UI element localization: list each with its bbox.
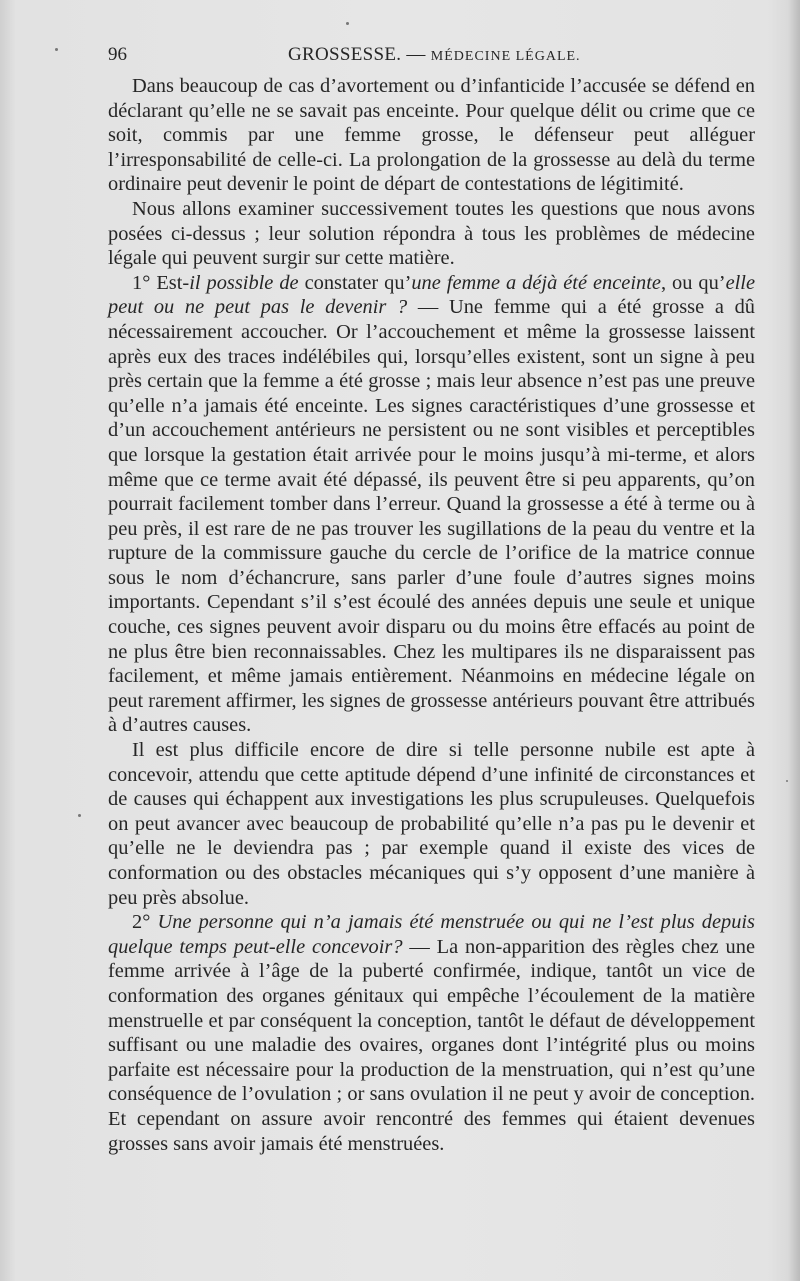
- print-speck: [346, 22, 349, 25]
- print-speck: [786, 780, 788, 782]
- print-speck: [78, 814, 81, 817]
- question-2: Une personne qui n’a jamais été menstruée ou qui ne l’est plus depuis quelque temps peut-elle concevoir?: [108, 911, 755, 958]
- question-1-part-d: qu’: [384, 271, 412, 294]
- print-speck: [55, 48, 58, 51]
- question-number-2: 2°: [132, 911, 151, 934]
- body-text: [108, 74, 755, 1156]
- running-title: [288, 44, 581, 66]
- page-spine-shadow: [788, 0, 800, 1281]
- question-1-part-f: , ou: [660, 271, 699, 294]
- question-number-1: 1°: [132, 271, 151, 294]
- question-1-part-b: il possible de: [189, 271, 299, 294]
- paragraph-3: [108, 271, 755, 738]
- running-title-separator: —: [406, 44, 426, 65]
- question-1-part-e: une femme a déjà été enceinte: [411, 271, 661, 294]
- paragraph-5-text: — La non-apparition des règles chez une femme arrivée à l’âge de la puberté confirmée, indique, tantôt un vice de conformation des organes génitaux qui empêche l’écoulement de la matière menstruelle et par conséquent la conception, tantôt le défaut de développement suffisant ou une maladie des ovaires, organes dont l’intégrité plus ou moins parfaite est nécessaire pour la production de la menstruation, qui n’est qu’une conséquence de l’ovulation ; or sans ovulation il ne peut y avoir de conception. Et cependant on assure avoir rencontré des femmes qui étaient devenues grosses sans avoir jamais été menstruées.: [108, 935, 755, 1155]
- running-header: [108, 44, 758, 74]
- question-1-part-a: Est-: [156, 271, 190, 294]
- running-title-subtitle: MÉDECINE LÉGALE.: [430, 49, 581, 64]
- paragraph-3-text: — Une femme qui a été grosse a dû nécessairement accoucher. Or l’accouchement et même la grossesse laissent après eux des traces indélébiles qui, lorsqu’elles existent, sont un signe à peu près certain que la femme a été grosse ; mais leur absence n’est pas une preuve qu’elle n’a jamais été enceinte. Les signes caractéristiques d’une grossesse et d’un accouchement antérieurs ne persistent ou ne sont visibles et perceptibles que lorsque la gestation était arrivée pour le moins jusqu’à mi-terme, et alors même que ce terme avait été dépassé, ils peuvent être si peu apparents, qu’on pourrait facilement tomber dans l’erreur. Quand la grossesse a été à terme ou à peu près, il est rare de ne pas trouver les sugillations de la peau du ventre et la rupture de la commissure gauche du cercle de l’orifice de la matrice connue sous le nom d’échancrure, sans parler d’une foule d’autres signes moins importants. Cependant s’il s’est écoulé des années depuis une seule et unique couche, ces signes peuvent avoir disparu ou du moins être effacés au point de ne plus être bien reconnaissables. Chez les multipares ils ne disparaissent pas facilement, et même jamais entièrement. Néanmoins en médecine légale on peut rarement affirmer, les signes de grossesse antérieurs pouvant être attribués à d’autres causes.: [108, 296, 755, 737]
- question-1-part-h: elle peut ou ne peut pas le devenir ?: [108, 271, 756, 319]
- paragraph-2: Nous allons examiner successivement toutes les questions que nous avons posées ci-dessus ; leur solution répondra à tous les problèmes de médecine légale qui peuvent surgir sur cette matière.: [108, 197, 755, 270]
- running-title-main: GROSSESSE.: [288, 44, 402, 65]
- paragraph-5: [108, 910, 755, 1156]
- question-1-part-g: qu’: [698, 271, 726, 294]
- paragraph-1: Dans beaucoup de cas d’avortement ou d’infanticide l’accusée se défend en déclarant qu’elle ne se savait pas enceinte. Pour quelque délit ou crime que ce soit, commis par une femme grosse, le défenseur peut alléguer l’irresponsabilité de celle-ci. La prolongation de la grossesse au delà du terme ordinaire peut devenir le point de départ de contestations de légitimité.: [108, 75, 755, 196]
- page-number: 96: [108, 44, 127, 65]
- question-1-part-c: constater: [298, 271, 385, 294]
- paragraph-4: Il est plus difficile encore de dire si telle personne nubile est apte à concevoir, attendu que cette aptitude dépend d’une infinité de circonstances et de causes qui échappent aux investigations les plus scrupuleuses. Quelquefois on peut avancer avec beaucoup de probabilité qu’elle n’a pas pu le devenir et qu’elle ne le deviendra pas ; par exemple quand il existe des vices de conformation ou des obstacles mécaniques qui s’y opposent d’une manière à peu près absolue.: [108, 739, 755, 909]
